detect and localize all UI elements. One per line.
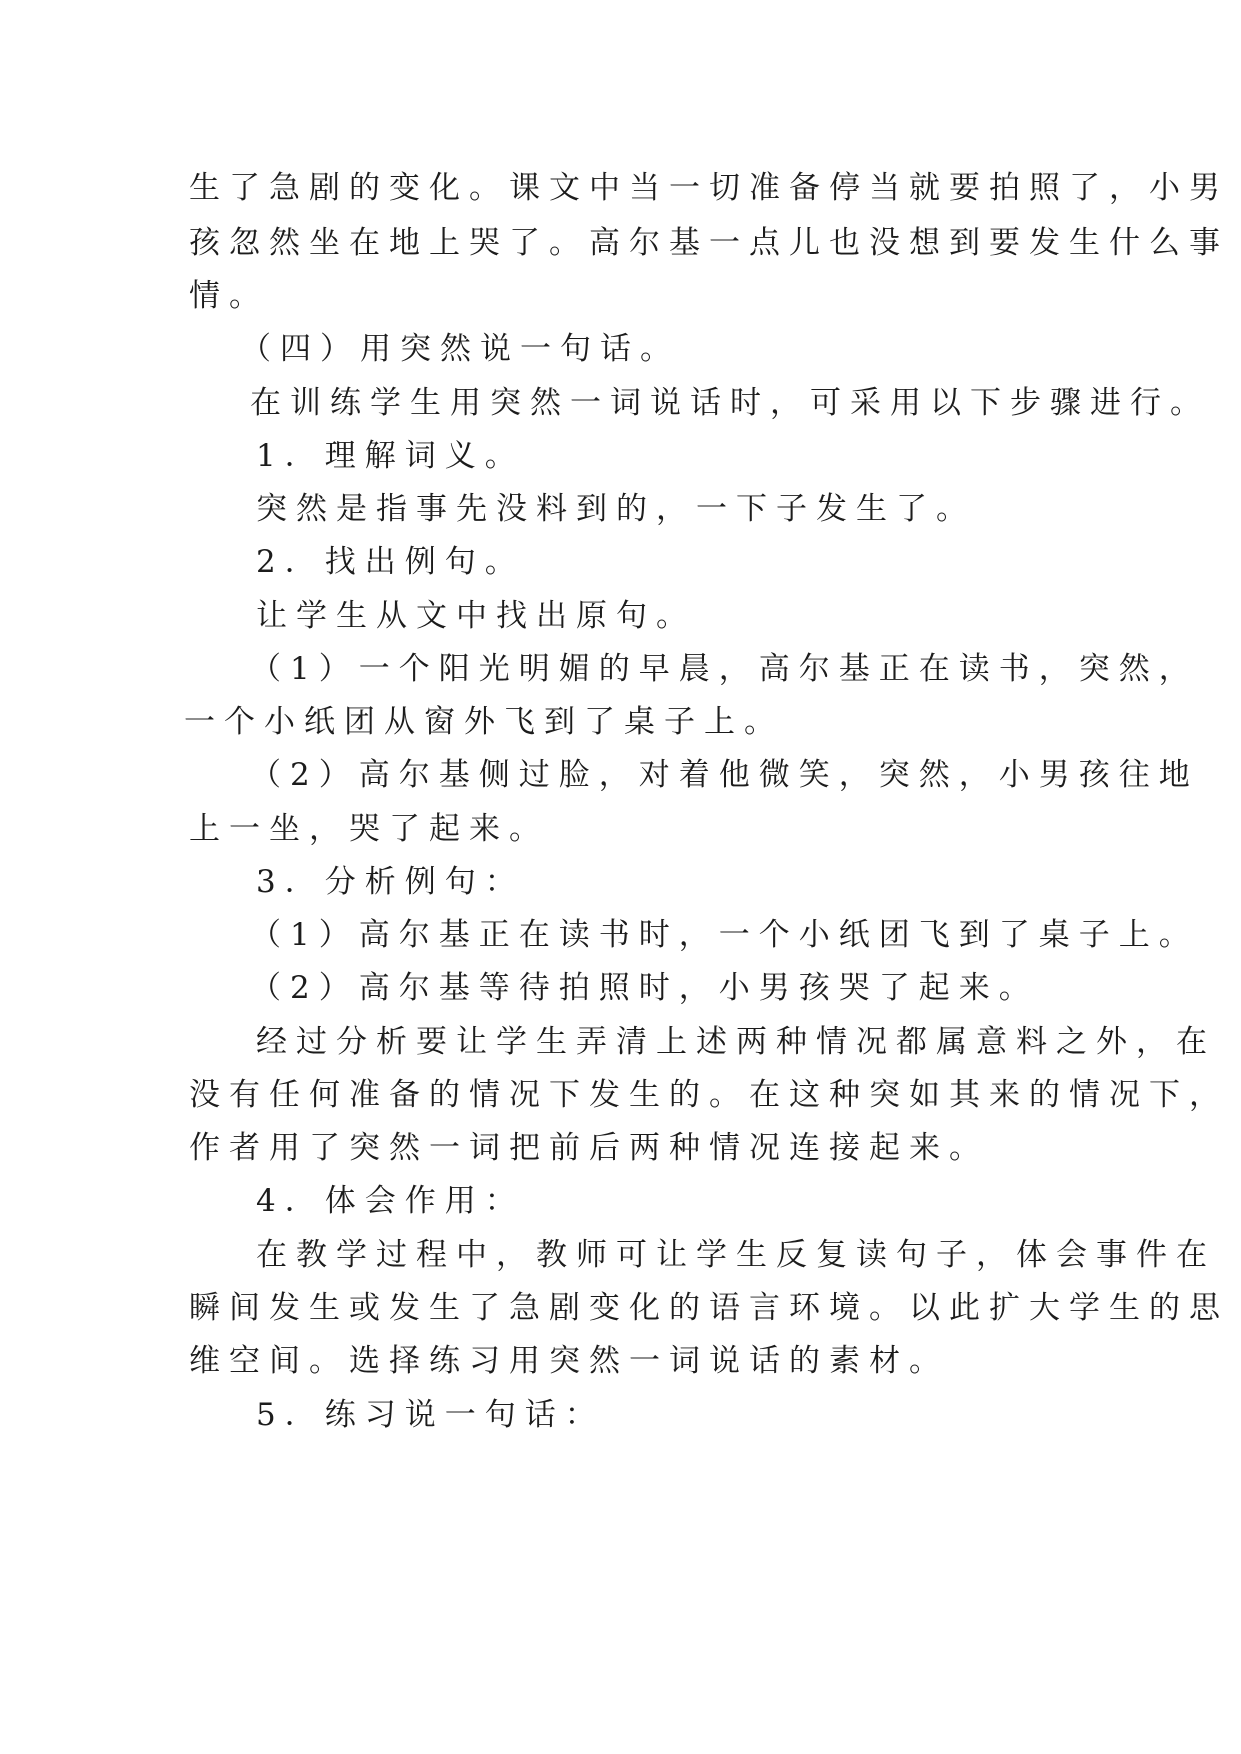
- section-heading: （四）用突然说一句话。: [240, 331, 680, 367]
- step-heading: 3．分析例句：: [256, 864, 525, 900]
- example-sentence: （1）高尔基正在读书时，一个小纸团飞到了桌子上。: [250, 917, 1199, 953]
- text-line: 作者用了突然一词把前后两种情况连接起来。: [189, 1130, 989, 1166]
- text-line: 在教学过程中，教师可让学生反复读句子，体会事件在: [256, 1237, 1216, 1273]
- text-line: 经过分析要让学生弄清上述两种情况都属意料之外，在: [256, 1024, 1216, 1060]
- text-line: 维空间。选择练习用突然一词说话的素材。: [189, 1343, 949, 1379]
- step-heading: 4．体会作用：: [256, 1183, 525, 1219]
- example-sentence: （2）高尔基侧过脸，对着他微笑，突然，小男孩往地: [250, 757, 1199, 793]
- text-line: 情。: [189, 278, 269, 314]
- step-heading: 5．练习说一句话：: [256, 1397, 605, 1433]
- step-heading: 2．找出例句。: [256, 544, 525, 580]
- text-line: 突然是指事先没料到的，一下子发生了。: [256, 491, 976, 527]
- example-sentence: （2）高尔基等待拍照时，小男孩哭了起来。: [250, 970, 1039, 1006]
- text-line: 没有任何准备的情况下发生的。在这种突如其来的情况下，: [189, 1077, 1229, 1113]
- text-line: 在训练学生用突然一词说话时，可采用以下步骤进行。: [250, 385, 1210, 421]
- text-line: 让学生从文中找出原句。: [256, 598, 696, 634]
- example-sentence: （1）一个阳光明媚的早晨，高尔基正在读书，突然，: [250, 651, 1199, 687]
- text-line: 一个小纸团从窗外飞到了桌子上。: [184, 704, 784, 740]
- text-line: 瞬间发生或发生了急剧变化的语言环境。以此扩大学生的思: [189, 1290, 1229, 1326]
- step-heading: 1．理解词义。: [256, 438, 525, 474]
- text-line: 生了急剧的变化。课文中当一切准备停当就要拍照了，小男: [189, 170, 1229, 206]
- text-line: 孩忽然坐在地上哭了。高尔基一点儿也没想到要发生什么事: [189, 225, 1229, 261]
- text-line: 上一坐，哭了起来。: [189, 811, 549, 847]
